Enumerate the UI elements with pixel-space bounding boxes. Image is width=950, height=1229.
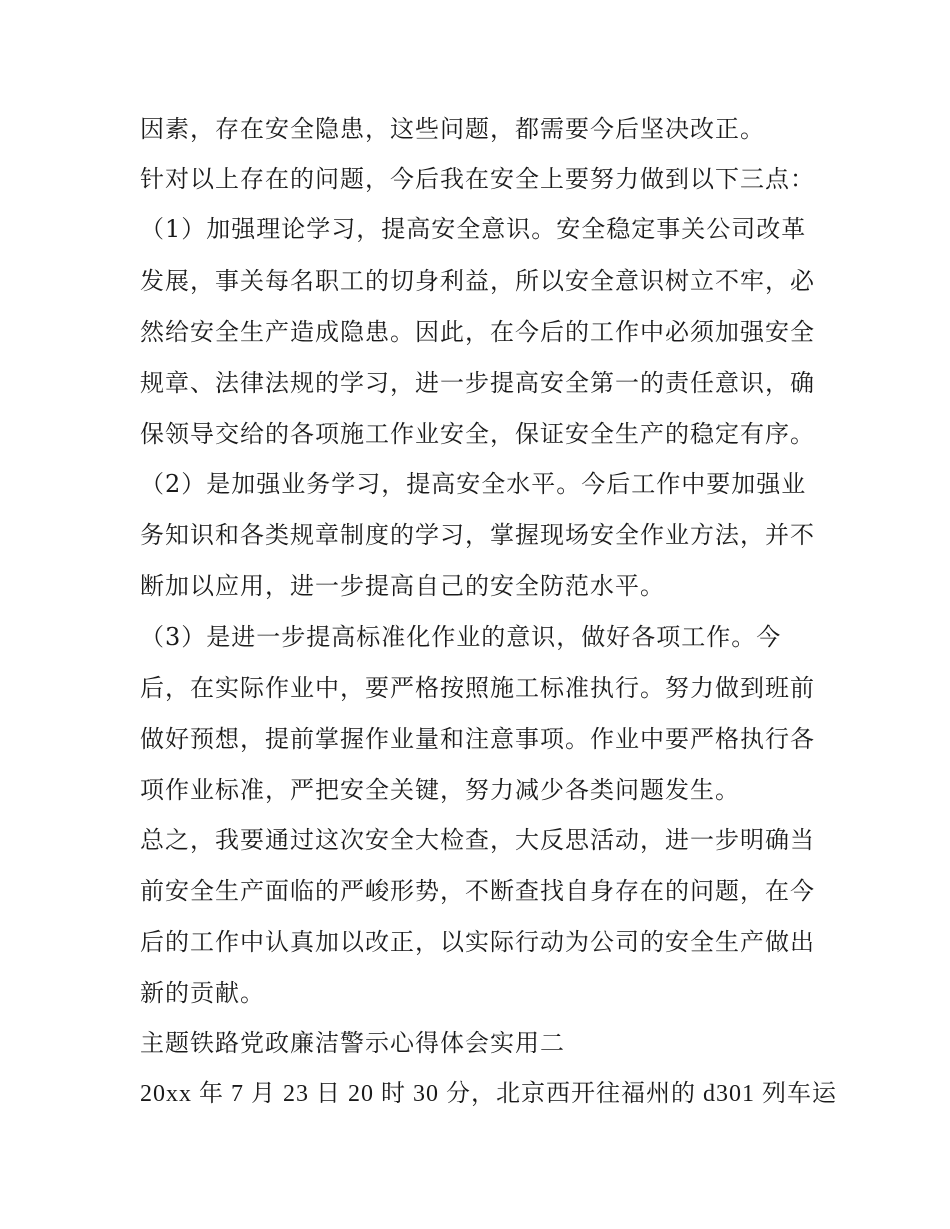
text-line-2: 针对以上存在的问题，今后我在安全上要努力做到以下三点： <box>140 165 815 193</box>
text-line-5: 然给安全生产造成隐患。因此，在今后的工作中必须加强安全 <box>140 318 815 346</box>
text-line-18: 新的贡献。 <box>140 979 265 1007</box>
text-line-9: 务知识和各类规章制度的学习，掌握现场安全作业方法，并不 <box>140 521 815 549</box>
text-line-17: 后的工作中认真加以改正，以实际行动为公司的安全生产做出 <box>140 928 815 956</box>
text-line-14: 项作业标准，严把安全关键，努力减少各类问题发生。 <box>140 776 740 804</box>
text-line-20: 20xx 年 7 月 23 日 20 时 30 分，北京西开往福州的 d301 列车运 <box>140 1081 837 1107</box>
text-line-6: 规章、法律法规的学习，进一步提高安全第一的责任意识，确 <box>140 369 815 397</box>
text-line-11: （3）是进一步提高标准化作业的意识，做好各项工作。今 <box>140 623 782 651</box>
text-line-8: （2）是加强业务学习，提高安全水平。今后工作中要加强业 <box>140 470 807 498</box>
text-line-4: 发展，事关每名职工的切身利益，所以安全意识树立不牢，必 <box>140 267 815 295</box>
text-line-1: 因素，存在安全隐患，这些问题，都需要今后坚决改正。 <box>140 115 765 143</box>
text-line-3: （1）加强理论学习，提高安全意识。安全稳定事关公司改革 <box>140 215 807 243</box>
text-line-15: 总之，我要通过这次安全大检查，大反思活动，进一步明确当 <box>140 826 815 854</box>
section-heading: 主题铁路党政廉洁警示心得体会实用二 <box>140 1029 565 1057</box>
text-line-12: 后，在实际作业中，要严格按照施工标准执行。努力做到班前 <box>140 674 815 702</box>
text-line-16: 前安全生产面临的严峻形势，不断查找自身存在的问题，在今 <box>140 877 815 905</box>
text-line-10: 断加以应用，进一步提高自己的安全防范水平。 <box>140 572 665 600</box>
text-line-13: 做好预想，提前掌握作业量和注意事项。作业中要严格执行各 <box>140 725 815 753</box>
text-line-7: 保领导交给的各项施工作业安全，保证安全生产的稳定有序。 <box>140 420 815 448</box>
